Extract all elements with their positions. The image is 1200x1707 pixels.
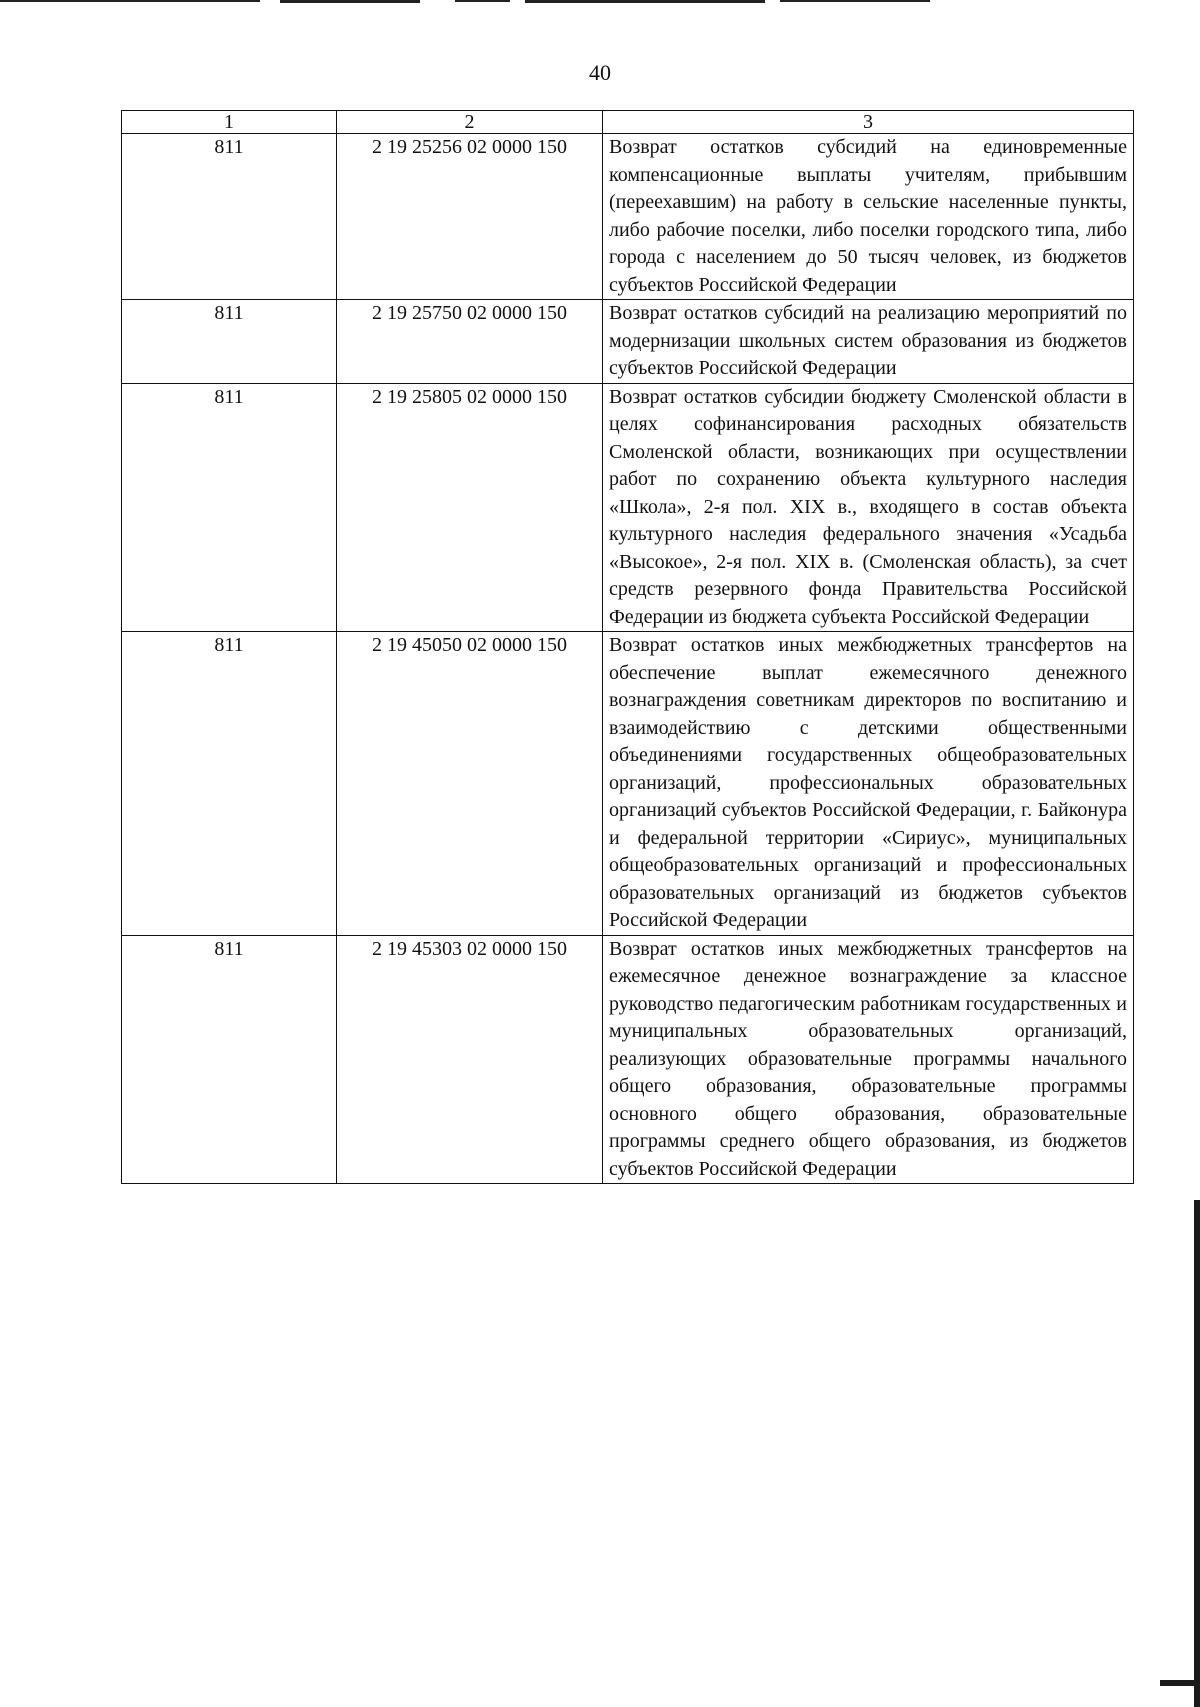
revenue-code-cell: 2 19 25805 02 0000 150	[337, 383, 603, 632]
description-cell: Возврат остатков иных межбюджетных трансфертов на обеспечение выплат ежемесячного денежного вознаграждения советникам директоров по воспитанию и взаимодействию с детскими общественными объединениями государственных общеобразовательных организаций, профессиональных образовательных организаций субъектов Российской Федерации, г. Байконура и федеральной территории «Сириус», муниципальных общеобразовательных организаций и профессиональных образовательных организаций из бюджетов субъектов Российской Федерации	[603, 632, 1134, 936]
revenue-code-cell: 2 19 45050 02 0000 150	[337, 632, 603, 936]
description-cell: Возврат остатков субсидии бюджету Смоленской области в целях софинансирования расходных обязательств Смоленской области, возникающих при осуществлении работ по сохранению объекта культурного наследия «Школа», 2-я пол. XIX в., входящего в состав объекта культурного наследия федерального значения «Усадьба «Высокое», 2-я пол. XIX в. (Смоленская область), за счет средств резервного фонда Правительства Российской Федерации из бюджета субъекта Российской Федерации	[603, 383, 1134, 632]
description-cell: Возврат остатков субсидий на реализацию мероприятий по модернизации школьных систем образования из бюджетов субъектов Российской Федерации	[603, 300, 1134, 384]
admin-code-cell: 811	[122, 383, 337, 632]
table-row	[122, 134, 1134, 300]
scan-edge-top	[0, 0, 1200, 4]
revenue-code-cell: 2 19 45303 02 0000 150	[337, 935, 603, 1184]
admin-code-cell: 811	[122, 134, 337, 300]
scan-edge-bottom-right	[1160, 1680, 1200, 1686]
description-cell: Возврат остатков иных межбюджетных трансфертов на ежемесячное денежное вознаграждение за классное руководство педагогическим работникам государственных и муниципальных образовательных организаций, реализующих образовательные программы начального общего образования, образовательные программы основного общего образования, образовательные программы среднего общего образования, из бюджетов субъектов Российской Федерации	[603, 935, 1134, 1184]
column-header-1: 1	[122, 111, 337, 134]
admin-code-cell: 811	[122, 935, 337, 1184]
table-header-row	[122, 111, 1134, 134]
table-row	[122, 935, 1134, 1184]
column-header-2: 2	[337, 111, 603, 134]
scan-edge-right	[1194, 1200, 1200, 1707]
description-cell: Возврат остатков субсидий на единовременные компенсационные выплаты учителям, прибывшим (переехавшим) на работу в сельские населенные пункты, либо рабочие поселки, либо поселки городского типа, либо города с населением до 50 тысяч человек, из бюджетов субъектов Российской Федерации	[603, 134, 1134, 300]
table-row	[122, 300, 1134, 384]
revenue-code-cell: 2 19 25750 02 0000 150	[337, 300, 603, 384]
page-number: 40	[589, 60, 611, 85]
admin-code-cell: 811	[122, 632, 337, 936]
table-row	[122, 383, 1134, 632]
table-row	[122, 632, 1134, 936]
column-header-3: 3	[603, 111, 1134, 134]
revenue-code-cell: 2 19 25256 02 0000 150	[337, 134, 603, 300]
revenue-code-table	[121, 110, 1134, 1184]
admin-code-cell: 811	[122, 300, 337, 384]
